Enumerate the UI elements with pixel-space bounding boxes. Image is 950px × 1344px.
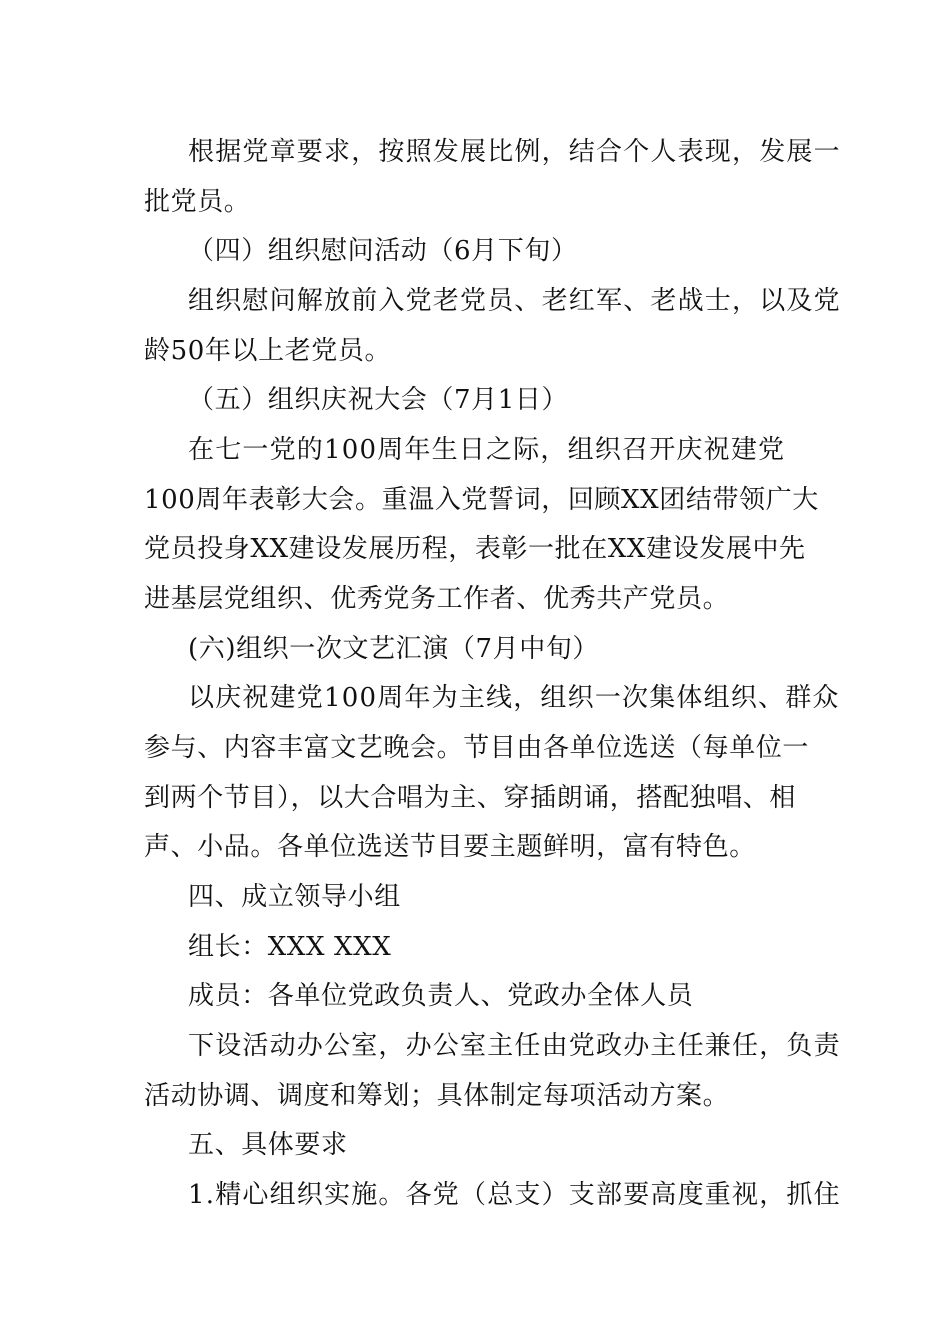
section-heading: 五、具体要求	[188, 1130, 348, 1160]
paragraph-line: 党员投身XX建设发展历程，表彰一批在XX建设发展中先	[144, 534, 806, 564]
paragraph-line: 批党员。	[144, 187, 251, 217]
paragraph-line: 组长：XXX XXX	[188, 932, 392, 962]
paragraph-line: 以庆祝建党100周年为主线，组织一次集体组织、群众	[188, 683, 840, 713]
paragraph-line: 100周年表彰大会。重温入党誓词，回顾XX团结带领广大	[144, 485, 819, 515]
paragraph-line: 进基层党组织、优秀党务工作者、优秀共产党员。	[144, 584, 730, 614]
paragraph-line: 根据党章要求，按照发展比例，结合个人表现，发展一	[188, 137, 841, 167]
paragraph-line: 参与、内容丰富文艺晚会。节目由各单位选送（每单位一	[144, 733, 810, 763]
paragraph-line: 到两个节目），以大合唱为主、穿插朗诵，搭配独唱、相	[144, 783, 797, 813]
paragraph-line: 声、小品。各单位选送节目要主题鲜明，富有特色。	[144, 832, 756, 862]
section-heading: （五）组织庆祝大会（7月1日）	[188, 385, 569, 415]
section-heading: 四、成立领导小组	[188, 882, 401, 912]
section-heading: (六)组织一次文艺汇演（7月中旬）	[188, 634, 600, 664]
paragraph-line: 龄50年以上老党员。	[144, 336, 392, 366]
paragraph-line: 下设活动办公室，办公室主任由党政办主任兼任，负责	[188, 1031, 841, 1061]
paragraph-line: 在七一党的100周年生日之际，组织召开庆祝建党	[188, 435, 786, 465]
paragraph-line: 成员：各单位党政负责人、党政办全体人员	[188, 981, 694, 1011]
paragraph-line: 组织慰问解放前入党老党员、老红军、老战士，以及党	[188, 286, 841, 316]
section-heading: （四）组织慰问活动（6月下旬）	[188, 236, 578, 266]
paragraph-line: 活动协调、调度和筹划；具体制定每项活动方案。	[144, 1081, 730, 1111]
paragraph-line: 1.精心组织实施。各党（总支）支部要高度重视，抓住	[188, 1180, 841, 1210]
